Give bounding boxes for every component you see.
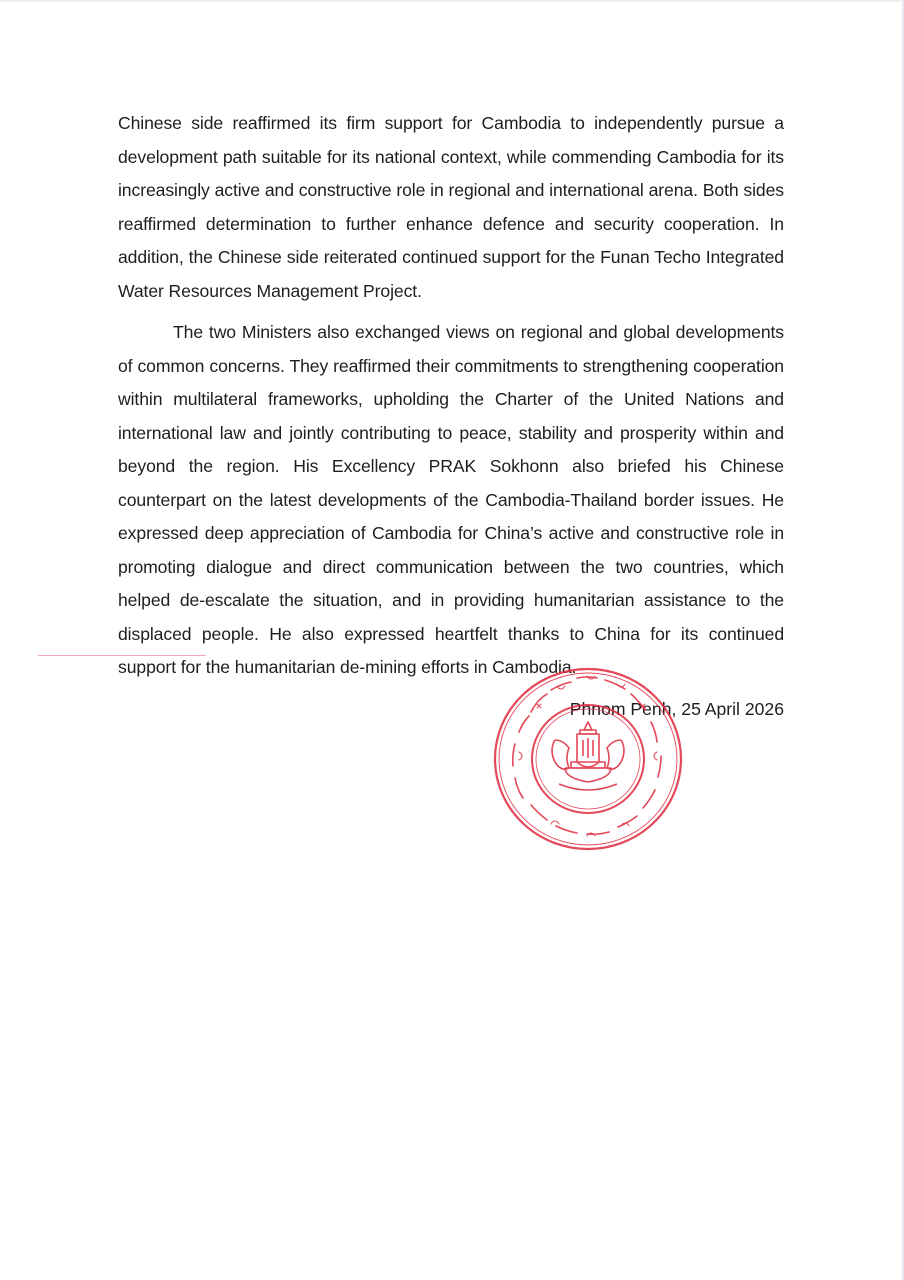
place-and-date: Phnom Penh, 25 April 2026 xyxy=(569,699,784,719)
scan-edge-top xyxy=(0,0,904,3)
body-paragraph-1: Chinese side reaffirmed its firm support for Cambodia to independently pursue a development path suitable for its national context, while commending Cambodia for its increasingly active and constructive role in regional and international arena. Both sides reaffirmed determination to further enhance defence and security cooperation. In addition, the Chinese side reiterated continued support for the Funan Techo Integrated Water Resources Management Project. xyxy=(118,113,784,301)
official-seal-icon xyxy=(491,664,685,854)
body-paragraph-2: The two Ministers also exchanged views on regional and global developments of common concerns. They reaffirmed their commitments to strengthening cooperation within multilateral frameworks, upholding the Charter of the United Nations and international law and jointly contributing to peace, stability and prosperity within and beyond the region. His Excellency PRAK Sokhonn also briefed his Chinese counterpart on the latest developments of the Cambodia-Thailand border issues. He expressed deep appreciation of Cambodia for China’s active and constructive role in promoting dialogue and direct communication between the two countries, which helped de-escalate the situation, and in providing humanitarian assistance to the displaced people. He also expressed heartfelt thanks to China for its continued support for the humanitarian de-mining efforts in Cambodia. xyxy=(118,322,784,677)
